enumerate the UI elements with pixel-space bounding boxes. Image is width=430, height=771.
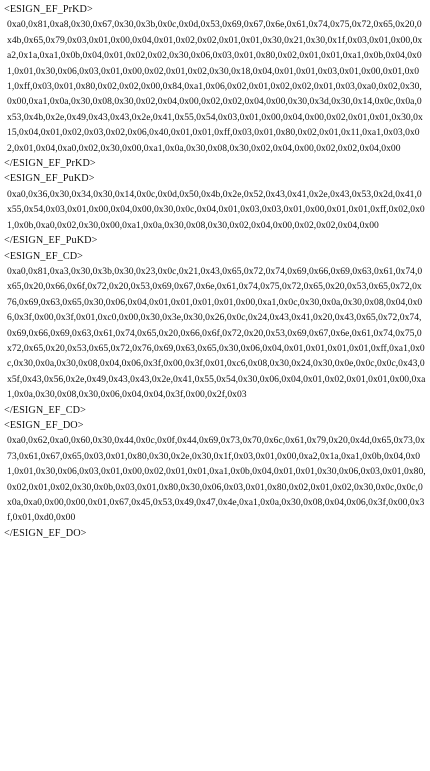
hex-content: 0xa0,0x36,0x30,0x34,0x30,0x14,0x0c,0x0d,0x50,0x4b,0x2e,0x52,0x43,0x41,0x2e,0x43,0x53,0x2d,0x41,0x55,0x54,0x03,0x01,0x00,0x04,0x00,0x30,0x0c,0x04,0x01,0x03,0x03,0x01,0x00,0x01,0x01,0xff,0x02,0x01,0x0b,0xa0,0x02,0x30,0x00,0xa1,0x0a,0x30,0x08,0x30,0x02,0x04,0x00,0x02,0x02,0x04,0x00 (7, 188, 425, 231)
close-tag: </ESIGN_EF_CD> (4, 404, 86, 416)
hex-content: 0xa0,0x62,0xa0,0x60,0x30,0x44,0x0c,0x0f,0x44,0x69,0x73,0x70,0x6c,0x61,0x79,0x20,0x4d,0x65,0x73,0x73,0x61,0x67,0x65,0x03,0x01,0x80,0x30,0x2e,0x30,0x1f,0x03,0x01,0x00,0xa2,0x1a,0xa1,0x0b,0x04,0x01,0x01,0x30,0x06,0x03,0x01,0x00,0x02,0x01,0x01,0xa1,0x0b,0x04,0x01,0x01,0x30,0x06,0x03,0x01,0x80,0x02,0x01,0x02,0x30,0x0b,0x03,0x01,0x80,0x30,0x06,0x03,0x01,0x80,0x02,0x01,0x02,0x30,0x0c,0x0c,0x0a,0xa0,0x00,0x00,0x01,0x67,0x45,0x53,0x49,0x47,0x4e,0xa1,0x0a,0x30,0x08,0x04,0x06,0x3f,0x00,0x3f,0x01,0xd0,0x00 (7, 435, 426, 524)
hex-content: 0xa0,0x81,0xa3,0x30,0x3b,0x30,0x23,0x0c,0x21,0x43,0x65,0x72,0x74,0x69,0x66,0x69,0x63,0x61,0x74,0x65,0x20,0x66,0x6f,0x72,0x20,0x53,0x69,0x67,0x6e,0x61,0x74,0x75,0x72,0x65,0x20,0x53,0x65,0x72,0x76,0x69,0x63,0x65,0x30,0x06,0x04,0x01,0x01,0x01,0x01,0x00,0xa1,0x0c,0x30,0x0a,0x30,0x08,0x04,0x06,0x3f,0x00,0x3f,0x01,0xc0,0x00,0x30,0x3e,0x30,0x26,0x0c,0x24,0x43,0x41,0x20,0x43,0x65,0x72,0x74,0x69,0x66,0x69,0x63,0x61,0x74,0x65,0x20,0x66,0x6f,0x72,0x20,0x53,0x69,0x67,0x6e,0x61,0x74,0x75,0x72,0x65,0x20,0x53,0x65,0x72,0x76,0x69,0x63,0x65,0x30,0x06,0x04,0x01,0x01,0x01,0x01,0xff,0xa1,0x0c,0x30,0x0a,0x30,0x08,0x04,0x06,0x3f,0x00,0x3f,0x01,0xc6,0x08,0x30,0x24,0x30,0x0e,0x0c,0x0c,0x43,0x5f,0x43,0x56,0x2e,0x49,0x43,0x43,0x2e,0x41,0x55,0x54,0x30,0x06,0x04,0x01,0x02,0x01,0x01,0x00,0xa1,0x0a,0x30,0x08,0x30,0x06,0x04,0x04,0x3f,0x00,0x2f,0x03 (7, 265, 426, 401)
open-tag: <ESIGN_EF_DO> (4, 419, 84, 431)
open-tag: <ESIGN_EF_PrKD> (4, 4, 93, 15)
esign-ef-prkd-block (4, 2, 426, 171)
esign-ef-do-block (4, 418, 426, 541)
hex-content: 0xa0,0x81,0xa8,0x30,0x67,0x30,0x3b,0x0c,0x0d,0x53,0x69,0x67,0x6e,0x61,0x74,0x75,0x72,0x65,0x20,0x4b,0x65,0x79,0x03,0x01,0x00,0x04,0x01,0x02,0x02,0x01,0x01,0x30,0x21,0x30,0x1f,0x03,0x01,0x00,0xa2,0x1a,0xa1,0x0b,0x04,0x01,0x02,0x02,0x30,0x06,0x03,0x01,0x80,0x02,0x01,0x01,0xa1,0x0b,0x04,0x01,0x01,0x30,0x06,0x03,0x01,0x00,0x02,0x01,0x02,0x30,0x18,0x04,0x01,0x01,0x03,0x01,0x00,0x01,0x01,0xff,0x03,0x01,0x80,0x02,0x02,0x00,0x84,0xa1,0x06,0x02,0x01,0x02,0x02,0x01,0x03,0xa0,0x02,0x30,0x00,0xa1,0x0a,0x30,0x08,0x30,0x02,0x04,0x00,0x02,0x02,0x04,0x00,0x30,0x3d,0x30,0x14,0x0c,0x0a,0x53,0x4b,0x2e,0x49,0x43,0x43,0x2e,0x41,0x55,0x54,0x03,0x01,0x00,0x04,0x00,0x02,0x01,0x01,0x30,0x15,0x04,0x01,0x02,0x03,0x02,0x06,0x40,0x01,0x01,0xff,0x03,0x01,0x80,0x02,0x01,0x11,0xa1,0x03,0x02,0x01,0x04,0xa0,0x02,0x30,0x00,0xa1,0x0a,0x30,0x08,0x30,0x02,0x04,0x00,0x02,0x02,0x04,0x00 (7, 19, 423, 154)
close-tag: </ESIGN_EF_DO> (4, 527, 87, 539)
open-tag: <ESIGN_EF_CD> (4, 250, 84, 262)
close-tag: </ESIGN_EF_PuKD> (4, 235, 98, 247)
esign-ef-pukd-block (4, 171, 426, 248)
open-tag: <ESIGN_EF_PuKD> (4, 173, 95, 185)
close-tag: </ESIGN_EF_PrKD> (4, 158, 96, 170)
esign-ef-cd-block (4, 249, 426, 418)
